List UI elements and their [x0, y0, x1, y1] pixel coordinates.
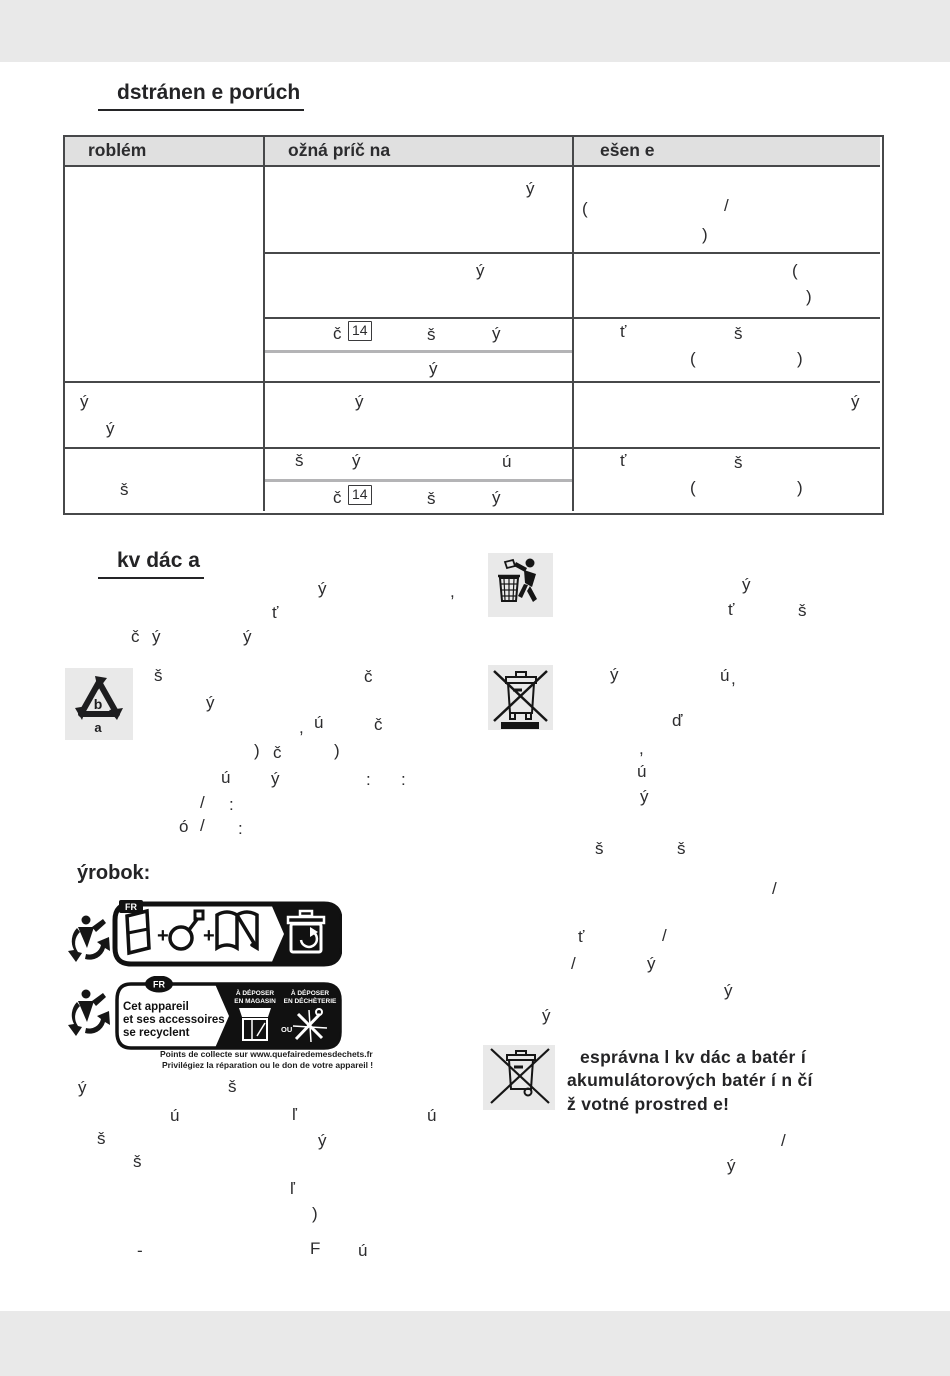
decorative-shape [82, 990, 91, 999]
text-fragment: / [724, 196, 729, 215]
text-fragment: č [374, 715, 383, 734]
decorative-shape [488, 553, 553, 617]
text-fragment: ožná príč na [288, 140, 391, 160]
text-fragment: ý [243, 627, 252, 646]
decorative-shape [92, 993, 106, 1006]
deposer-dechetterie-label: EN DÉCHÈTERIE [283, 998, 337, 1005]
decorative-shape [92, 919, 106, 932]
text-fragment: ť [272, 603, 279, 622]
weee-battery-crossed-bin-icon [483, 1045, 555, 1110]
table-hline [265, 317, 880, 319]
table-hline [65, 447, 880, 449]
battery-warning-line1: esprávna l kv dác a batér í [580, 1047, 806, 1067]
text-fragment: š [120, 480, 129, 499]
text-fragment: ť [620, 451, 627, 470]
troubleshooting-title: dstránen e porúch [98, 81, 304, 111]
text-fragment: č [364, 667, 373, 686]
text-fragment: č [333, 488, 342, 507]
text-fragment: , [731, 669, 736, 688]
decorative-shape [68, 1002, 82, 1036]
text-fragment: ý [647, 954, 656, 973]
text-fragment: ú [427, 1106, 437, 1125]
text-fragment: roblém [88, 140, 147, 160]
text-fragment: ľ [292, 1105, 297, 1124]
text-fragment: / [772, 879, 777, 898]
text-fragment: š [427, 489, 436, 508]
text-fragment: ť [578, 927, 585, 946]
text-fragment: ) [334, 741, 340, 760]
decorative-shape [501, 722, 539, 729]
text-fragment: š [427, 325, 436, 344]
text-fragment: č [131, 627, 140, 646]
text-fragment: ť [620, 322, 627, 341]
table-hline [65, 381, 880, 383]
deposer-dechetterie-label: À DÉPOSER [290, 990, 330, 997]
text-fragment: š [154, 666, 163, 685]
recycling-triangle-icon [65, 668, 133, 740]
text-fragment: / [200, 816, 205, 835]
text-fragment: č [273, 743, 282, 762]
text-fragment: ý [271, 769, 280, 788]
triman-mark-icon [68, 990, 110, 1037]
recycle-text-line: et ses accessoires [123, 1014, 225, 1026]
ou-label: OU [281, 1025, 293, 1034]
decorative-shape [78, 927, 94, 948]
text-fragment: F [310, 1239, 321, 1258]
text-fragment: ý [492, 324, 501, 343]
text-fragment: ý [526, 179, 535, 198]
battery-warning-line3: ž votné prostred e! [567, 1094, 730, 1114]
weee-crossed-bin-icon [488, 665, 553, 730]
table-gray-divider [265, 350, 572, 353]
text-fragment: ý [542, 1006, 551, 1025]
text-fragment: ú [314, 713, 324, 732]
table-vline [263, 137, 265, 511]
text-fragment: č [333, 324, 342, 343]
text-fragment: ) [797, 478, 803, 497]
table-header-row [65, 137, 880, 167]
text-fragment: ) [702, 225, 708, 244]
text-fragment: ú [170, 1106, 180, 1125]
text-fragment: / [662, 926, 667, 945]
text-fragment: ) [806, 287, 812, 306]
text-fragment: ý [80, 392, 89, 411]
text-fragment: , [639, 739, 644, 758]
text-fragment: ý [610, 665, 619, 684]
tidyman-litter-icon [488, 553, 553, 617]
product-label: ýrobok: [77, 862, 151, 884]
text-fragment: ý [352, 451, 361, 470]
decorative-shape [239, 1008, 271, 1017]
decorative-shape [82, 916, 91, 925]
fr-oval-label: FR [153, 979, 165, 990]
top-gray-band [0, 0, 950, 62]
text-fragment: ý [206, 693, 215, 712]
text-fragment: š [97, 1129, 106, 1148]
text-fragment: ý [318, 1131, 327, 1150]
triman-mark-icon [68, 916, 110, 963]
disposal-title: kv dác a [98, 549, 204, 579]
text-fragment: , [299, 718, 304, 737]
text-fragment: š [677, 839, 686, 858]
text-fragment: ) [797, 349, 803, 368]
text-fragment: : [229, 795, 234, 814]
recycle-code-outer: a [94, 720, 102, 735]
bottom-gray-band [0, 1311, 950, 1376]
text-fragment: : [366, 770, 371, 789]
text-fragment: / [571, 954, 576, 973]
text-fragment: : [401, 770, 406, 789]
decorative-shape [526, 559, 535, 568]
table-hline [265, 252, 880, 254]
text-fragment: ú [221, 768, 231, 787]
text-fragment: ý [355, 392, 364, 411]
recycle-text-line: se recyclent [123, 1027, 190, 1039]
decorative-shape [78, 1001, 94, 1022]
text-fragment: ý [851, 392, 860, 411]
text-fragment: ý [640, 787, 649, 806]
table-outer-border [63, 135, 884, 515]
plus-sign: + [157, 925, 169, 947]
plus-sign: + [203, 925, 215, 947]
text-fragment: ( [690, 349, 696, 368]
text-fragment: š [734, 324, 743, 343]
text-fragment: , [450, 582, 455, 601]
text-fragment: ) [254, 741, 260, 760]
text-fragment: ú [358, 1241, 368, 1260]
text-fragment: : [238, 819, 243, 838]
decorative-shape [68, 928, 82, 962]
triman-recycling-logo-2 [65, 976, 342, 1052]
text-fragment: ý [152, 627, 161, 646]
collect-info-line1: Points de collecte sur www.quefairedemesdechets.fr [160, 1049, 373, 1059]
recycle-code-inner: b [93, 696, 103, 712]
collect-info-line2: Privilégiez la réparation ou le don de votre appareil ! [162, 1060, 374, 1070]
text-fragment: ešen e [600, 140, 655, 160]
table-vline [572, 137, 574, 511]
deposer-magasin-label: À DÉPOSER [235, 990, 275, 997]
text-fragment: ý [106, 419, 115, 438]
text-fragment: š [133, 1152, 142, 1171]
reference-number-box: 14 [348, 485, 372, 505]
text-fragment: ( [792, 261, 798, 280]
triman-recycling-logo-1 [65, 900, 342, 970]
text-fragment: ť [728, 600, 735, 619]
text-fragment: ď [672, 711, 683, 730]
text-fragment: š [798, 601, 807, 620]
text-fragment: ) [312, 1204, 318, 1223]
text-fragment: ý [318, 579, 327, 598]
recycle-text-line: Cet appareil [123, 1001, 189, 1013]
text-fragment: ( [690, 478, 696, 497]
text-fragment: ý [724, 981, 733, 1000]
text-fragment: - [137, 1241, 143, 1260]
reference-number-box: 14 [348, 321, 372, 341]
text-fragment: š [228, 1077, 237, 1096]
text-fragment: ý [476, 261, 485, 280]
text-fragment: ý [429, 359, 438, 378]
text-fragment: ú [720, 666, 730, 685]
text-fragment: š [295, 451, 304, 470]
text-fragment: ý [727, 1156, 736, 1175]
battery-warning-line2: akumulátorových batér í n čí [567, 1070, 813, 1090]
text-fragment: / [781, 1131, 786, 1150]
text-fragment: ( [582, 199, 588, 218]
text-fragment: ľ [290, 1179, 295, 1198]
text-fragment: ú [502, 452, 512, 471]
text-fragment: ó [179, 817, 189, 836]
text-fragment: ý [742, 575, 751, 594]
text-fragment: š [734, 453, 743, 472]
fr-tab-label: FR [125, 902, 137, 912]
table-gray-divider [265, 479, 572, 482]
text-fragment: š [595, 839, 604, 858]
text-fragment: ý [492, 488, 501, 507]
text-fragment: ý [78, 1078, 87, 1097]
text-fragment: / [200, 793, 205, 812]
deposer-magasin-label: EN MAGASIN [234, 998, 276, 1005]
text-fragment: ú [637, 762, 647, 781]
